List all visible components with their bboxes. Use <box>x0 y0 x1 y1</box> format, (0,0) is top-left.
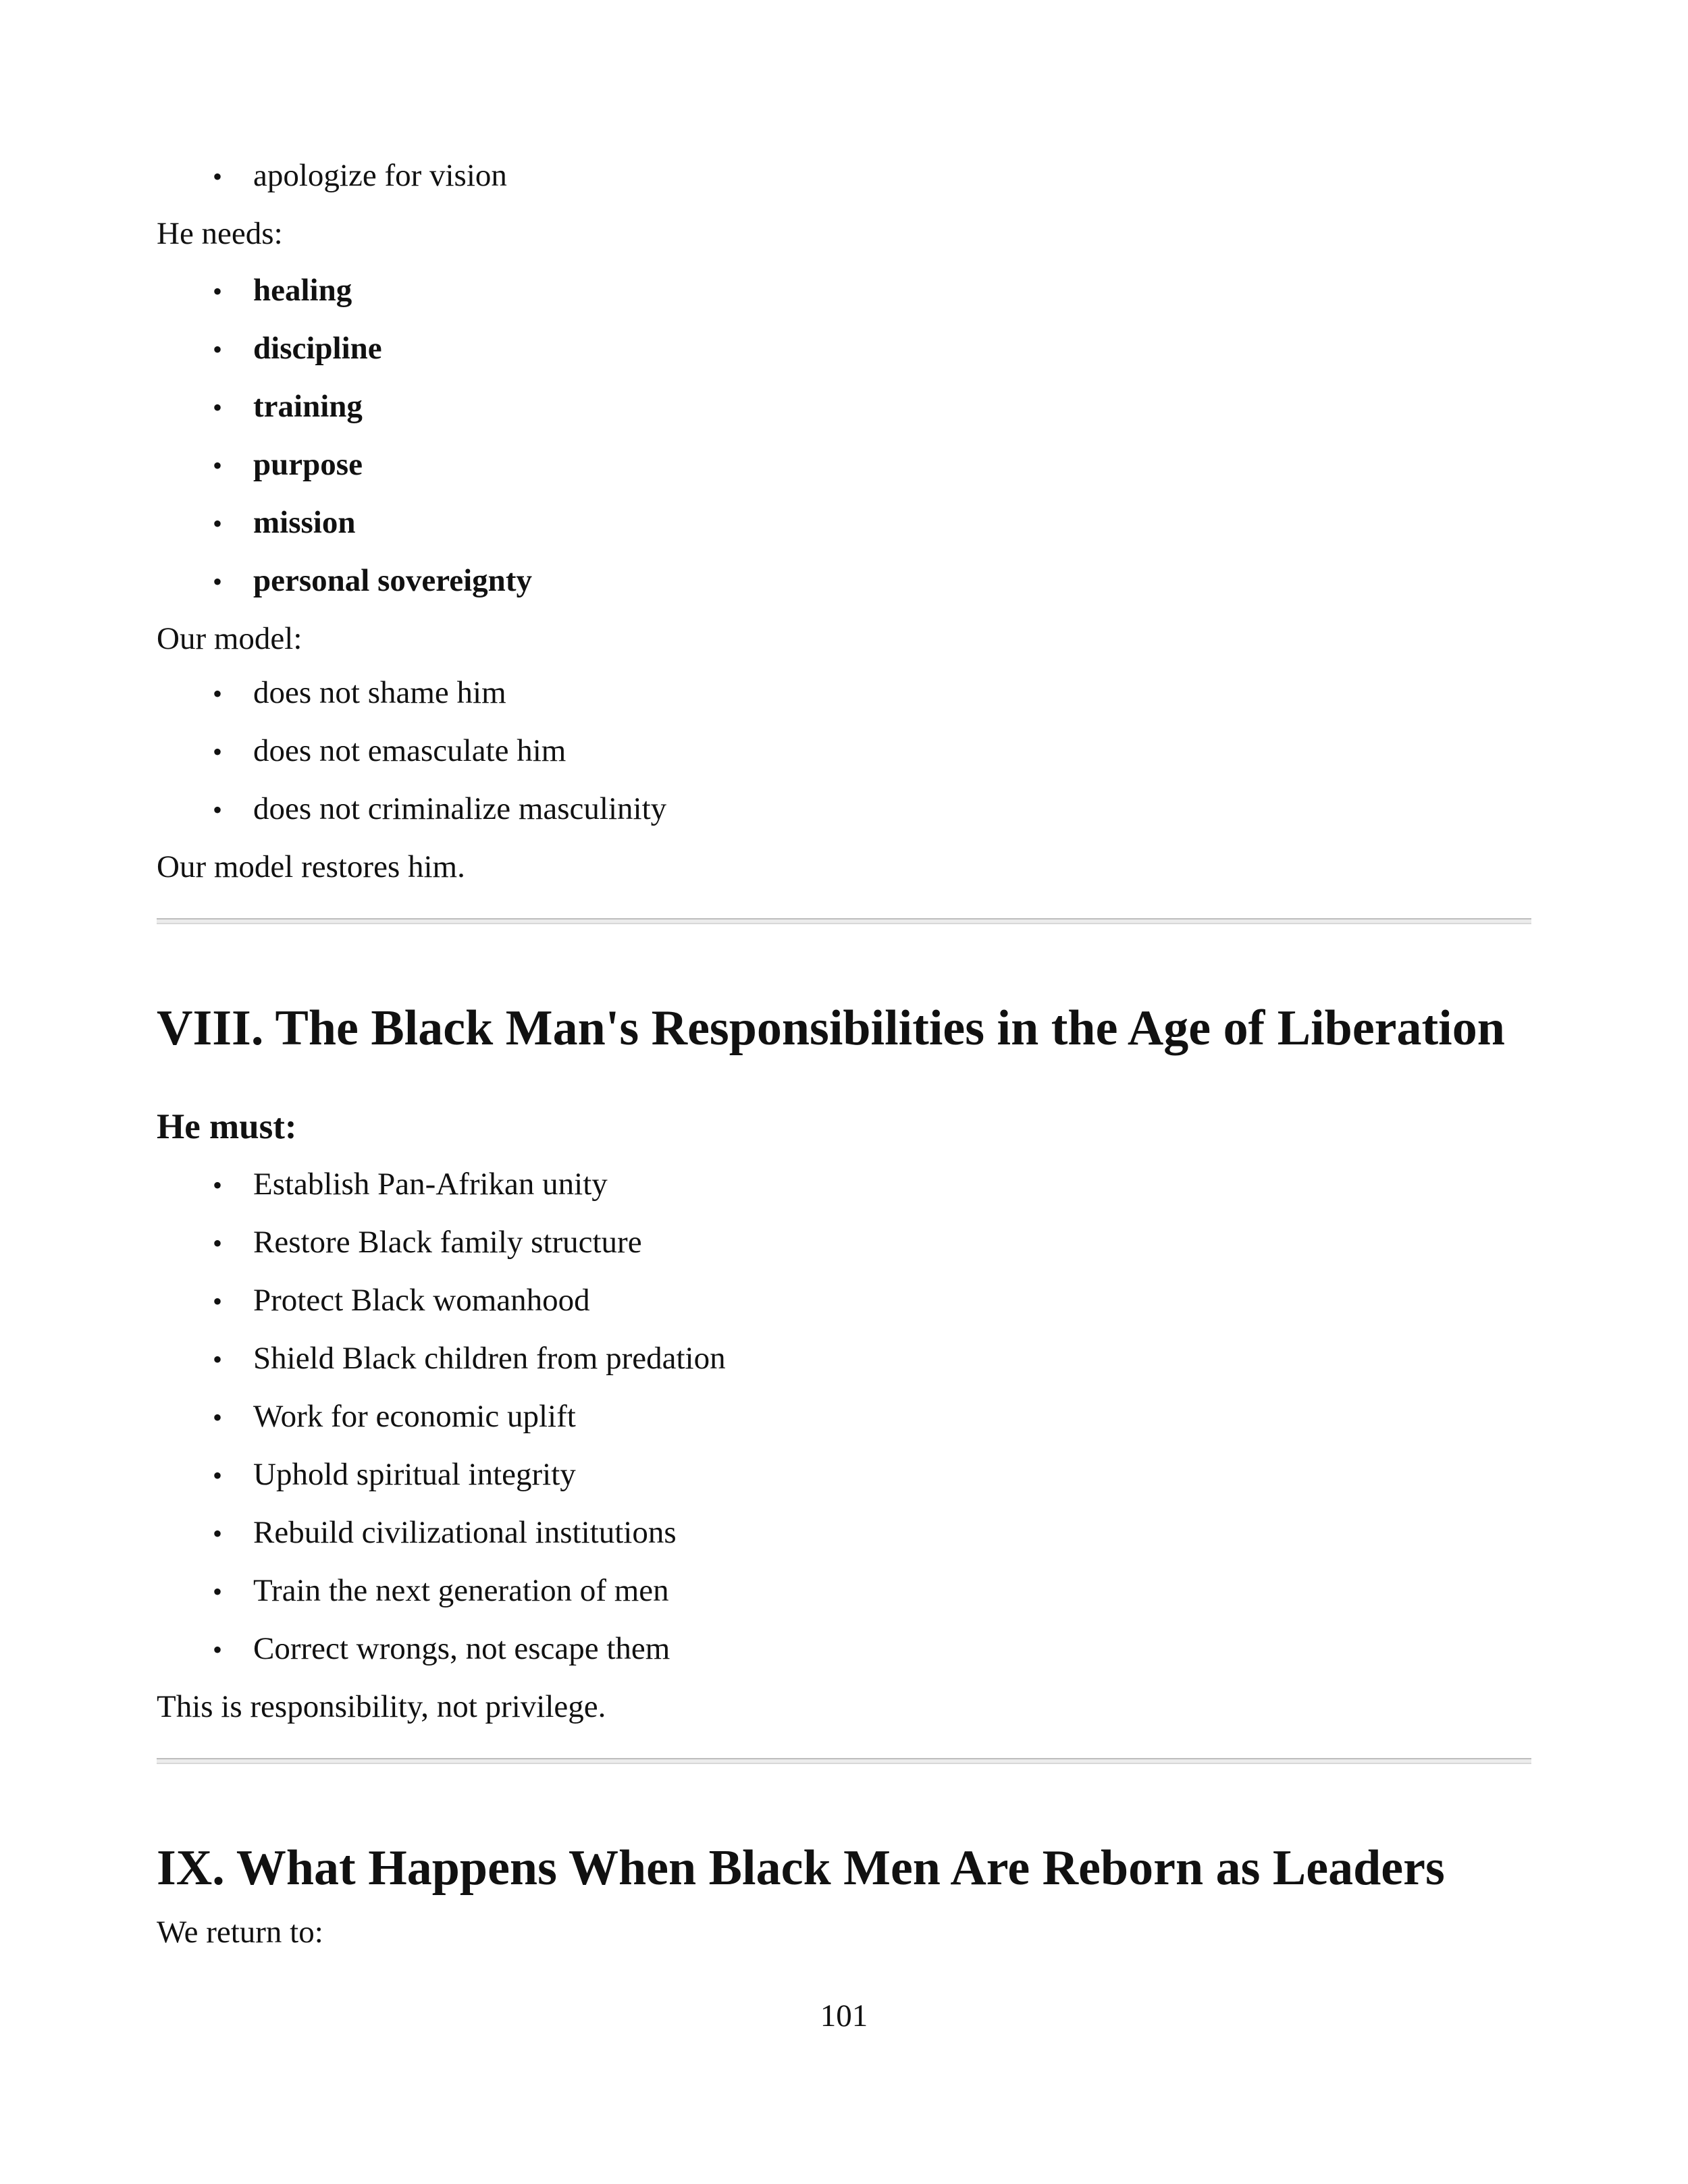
page-number: 101 <box>820 1998 868 2033</box>
bullet-icon: • <box>213 450 223 481</box>
list-item-text: discipline <box>253 331 382 366</box>
needs-label: He needs: <box>157 216 283 251</box>
list-item-text: Correct wrongs, not escape them <box>253 1631 670 1666</box>
bullet-icon: • <box>213 1344 223 1375</box>
bullet-icon: • <box>213 392 223 423</box>
section-conclusion: This is responsibility, not privilege. <box>157 1689 606 1724</box>
list-item-text: Establish Pan-Afrikan unity <box>253 1167 608 1202</box>
list-item-text: mission <box>253 505 356 540</box>
list-item-text: Rebuild civilizational institutions <box>253 1515 677 1550</box>
list-item-text: Uphold spiritual integrity <box>253 1457 576 1492</box>
bullet-icon: • <box>213 737 223 767</box>
bullet-icon: • <box>213 1460 223 1491</box>
list-item <box>213 560 532 602</box>
bullet-icon: • <box>213 508 223 539</box>
bullet-icon: • <box>213 1228 223 1258</box>
list-item-text: does not criminalize masculinity <box>253 791 667 826</box>
list-item <box>213 502 356 544</box>
bullet-icon: • <box>213 1634 223 1665</box>
list-item <box>213 155 507 197</box>
bullet-icon: • <box>213 1286 223 1316</box>
list-item-text: personal sovereignty <box>253 563 532 598</box>
list-item <box>213 672 506 714</box>
list-item <box>213 1280 590 1322</box>
list-item <box>213 1164 608 1206</box>
list-item <box>213 1454 576 1496</box>
list-item <box>213 386 363 428</box>
section-subheading: He must: <box>157 1107 297 1146</box>
list-item-text: Work for economic uplift <box>253 1399 576 1434</box>
section-intro: We return to: <box>157 1915 323 1950</box>
list-item-text: does not emasculate him <box>253 733 566 768</box>
bullet-icon: • <box>213 1576 223 1607</box>
section-divider <box>157 918 1531 924</box>
bullet-icon: • <box>213 1518 223 1549</box>
bullet-icon: • <box>213 795 223 825</box>
bullet-icon: • <box>213 334 223 365</box>
bullet-icon: • <box>213 1170 223 1200</box>
list-item-text: Shield Black children from predation <box>253 1341 726 1376</box>
list-item <box>213 1396 576 1438</box>
bullet-icon: • <box>213 566 223 597</box>
list-item-text: Restore Black family structure <box>253 1225 642 1260</box>
list-item <box>213 1570 669 1612</box>
list-item <box>213 1512 677 1554</box>
list-item <box>213 444 363 486</box>
section-divider <box>157 1758 1531 1764</box>
list-item <box>213 730 566 772</box>
list-item <box>213 1338 726 1380</box>
list-item-text: Protect Black womanhood <box>253 1283 590 1318</box>
list-item <box>213 328 382 370</box>
bullet-icon: • <box>213 678 223 709</box>
list-item-text: Train the next generation of men <box>253 1573 669 1608</box>
bullet-icon: • <box>213 1402 223 1433</box>
list-item-text: apologize for vision <box>253 158 507 193</box>
bullet-icon: • <box>213 161 223 192</box>
bullet-icon: • <box>213 276 223 307</box>
section-heading-ix: IX. What Happens When Black Men Are Reborn as Leaders <box>157 1840 1445 1896</box>
list-item-text: healing <box>253 273 352 308</box>
list-item <box>213 789 666 830</box>
list-item <box>213 1222 642 1264</box>
list-item-text: training <box>253 389 363 424</box>
list-item-text: purpose <box>253 447 363 482</box>
model-conclusion: Our model restores him. <box>157 849 465 884</box>
model-label: Our model: <box>157 621 302 656</box>
list-item-text: does not shame him <box>253 675 506 710</box>
list-item <box>213 1628 670 1670</box>
list-item <box>213 270 352 312</box>
section-heading-viii: VIII. The Black Man's Responsibilities in the Age of Liberation <box>157 1001 1505 1056</box>
